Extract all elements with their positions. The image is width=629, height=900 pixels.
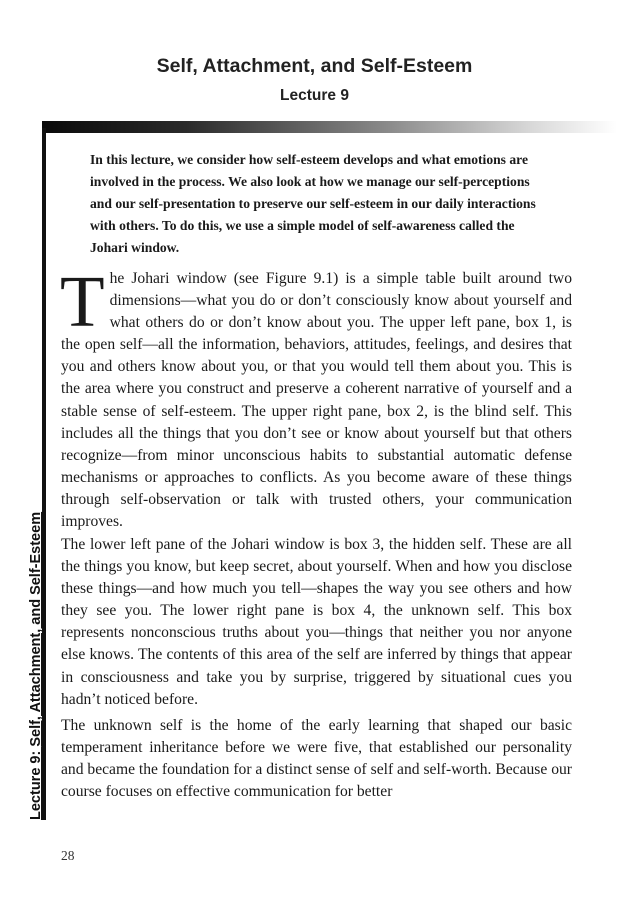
body-paragraph-2: The lower left pane of the Johari window is box 3, the hidden self. These are all the things you know, but keep secret, about yourself. When and how you disclose these things—and how much you tell—shapes the way you see others and how they see you. The lower right pane is box 4, the unknown self. This box represents nonconscious truths about you—things that neither you nor anyone else knows. The contents of this area of the self are inferred by things that appear in consciousness and take you by surprise, triggered by situational cues you hadn’t noticed before. [61, 536, 572, 708]
page-number: 28 [61, 848, 75, 863]
lecture-intro: In this lecture, we consider how self-esteem develops and what emotions are involved in the process. We also look at how we manage our self-perceptions and our self-presentation to preserve our self-esteem in our daily interactions with others. To do this, we use a simple model of self-awareness called the Johari window. [90, 152, 536, 255]
header-gradient-bar [42, 121, 617, 133]
side-running-head-prefix: Lecture 9: [28, 746, 44, 820]
side-running-head-title: Self, Attachment, and Self-Esteem [28, 511, 44, 747]
side-running-head [28, 512, 44, 820]
body-paragraph-3: The unknown self is the home of the early learning that shaped our basic temperament inheritance before we were five, that established our personality and became the foundation for a distinct sense of self and self-worth. Because our course focuses on effective communication for better [61, 717, 572, 801]
drop-cap: T [60, 261, 105, 342]
lecture-subtitle: Lecture 9 [280, 87, 349, 104]
body-paragraph-1 [60, 261, 572, 533]
paragraph-1-text: he Johari window (see Figure 9.1) is a simple table built around two dimensions—what you do or don’t consciously know about yourself and what others do or don’t know about you. The upper left pane, box 1, is the open self—all the information, behaviors, attitudes, feelings, and desires that you and others know about you, or that you would tell them about you. This is the area where you construct and preserve a coherent narrative of yourself and a stable sense of self-esteem. The upper right pane, box 2, is the blind self. This includes all the things that you don’t see or know about yourself but that others recognize—from minor unconscious habits to substantial automatic defense mechanisms or approaches to conflicts. As you become aware of these things through self-observation or talk with trusted others, your communication improves. [61, 270, 572, 531]
page-title: Self, Attachment, and Self-Esteem [156, 55, 473, 77]
